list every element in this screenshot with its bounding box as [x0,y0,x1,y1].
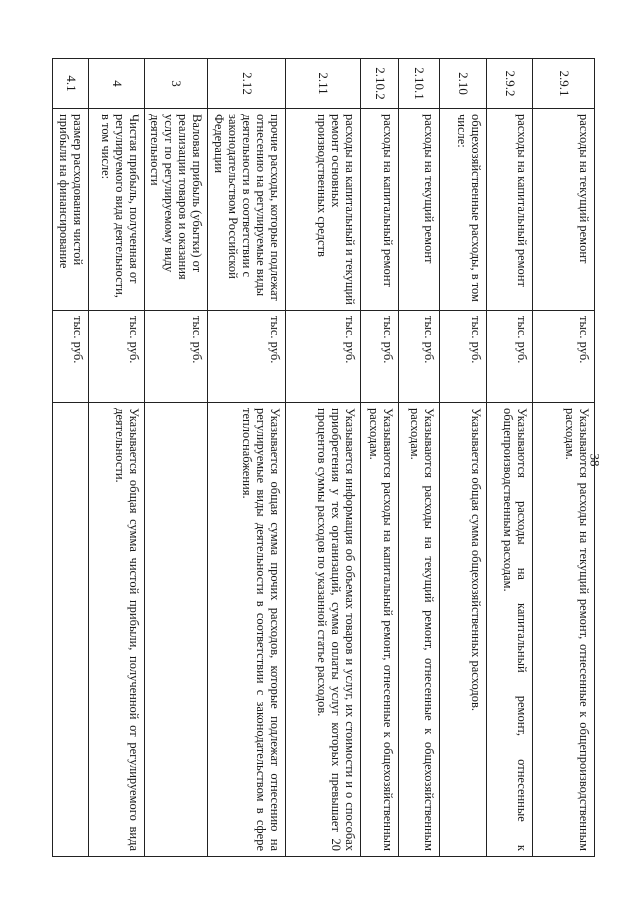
row-number: 2.12 [208,59,286,109]
table-row [440,59,487,857]
row-unit: тыс. руб. [208,311,286,403]
row-unit: тыс. руб. [440,311,487,403]
row-description: Указываются расходы на текущий ремонт, отнесенные к общепроизводственным расходам. [533,403,595,857]
row-number: 2.9.1 [533,59,595,109]
row-description [145,403,208,857]
row-number: 2.11 [286,59,361,109]
row-name: прочие расходы, которые подлежат отнесению на регулируемые виды деятельности в соответствии с законодательством Российской Федерации [208,109,286,311]
table-row [361,59,399,857]
row-description: Указываются расходы на капитальный ремонт, отнесенные к общехозяйственным расходам. [361,403,399,857]
row-name: общехозяйственные расходы, в том числе: [440,109,487,311]
row-unit: тыс. руб. [89,311,145,403]
table-row [533,59,595,857]
row-name: расходы на капитальный и текущий ремонт основных производственных средств [286,109,361,311]
row-number: 2.9.2 [487,59,533,109]
table-row [399,59,440,857]
table-row [286,59,361,857]
row-name: Чистая прибыль, полученная от регулируемого вида деятельности, в том числе: [89,109,145,311]
row-number: 4.1 [53,59,89,109]
table-row [53,59,89,857]
row-number: 2.10 [440,59,487,109]
row-description: Указываются расходы на капитальный ремонт, отнесенные к общепроизводственным расходам. [487,403,533,857]
row-number: 2.10.2 [361,59,399,109]
row-unit: тыс. руб. [145,311,208,403]
row-description: Указываются расходы на текущий ремонт, отнесенные к общехозяйственным расходам. [399,403,440,857]
row-name: расходы на текущий ремонт [533,109,595,311]
row-unit: тыс. руб. [286,311,361,403]
report-table [52,58,595,857]
row-unit: тыс. руб. [399,311,440,403]
row-name: расходы на капитальный ремонт [361,109,399,311]
table-row [208,59,286,857]
row-unit: тыс. руб. [533,311,595,403]
row-number: 3 [145,59,208,109]
row-unit: тыс. руб. [487,311,533,403]
row-number: 2.10.1 [399,59,440,109]
row-description: Указывается общая сумма чистой прибыли, полученной от регулируемого вида деятельности. [89,403,145,857]
table-row [487,59,533,857]
row-description: Указывается общая сумма прочих расходов, которые подлежат отнесению на регулируемые виды деятельности в соответствии с законодательством в сфере теплоснабжения. [208,403,286,857]
row-description: Указывается общая сумма общехозяйственных расходов. [440,403,487,857]
rotated-table-container [57,58,595,856]
row-name: расходы на текущий ремонт [399,109,440,311]
row-name: Валовая прибыль (убытки) от реализации товаров и оказания услуг по регулируемому виду деятельности [145,109,208,311]
row-number: 4 [89,59,145,109]
page-number: 38 [587,453,603,467]
row-description: Указывается информация об объемах товаров и услуг, их стоимости и о способах приобретения у тех организаций, сумма оплаты услуг которых превышает 20 процентов суммы расходов по указанной статье расходов. [286,403,361,857]
row-name: размер расходования чистой прибыли на финансирование [53,109,89,311]
row-name: расходы на капитальный ремонт [487,109,533,311]
row-unit: тыс. руб. [53,311,89,403]
table-row [145,59,208,857]
table-row [89,59,145,857]
row-unit: тыс. руб. [361,311,399,403]
row-description [53,403,89,857]
